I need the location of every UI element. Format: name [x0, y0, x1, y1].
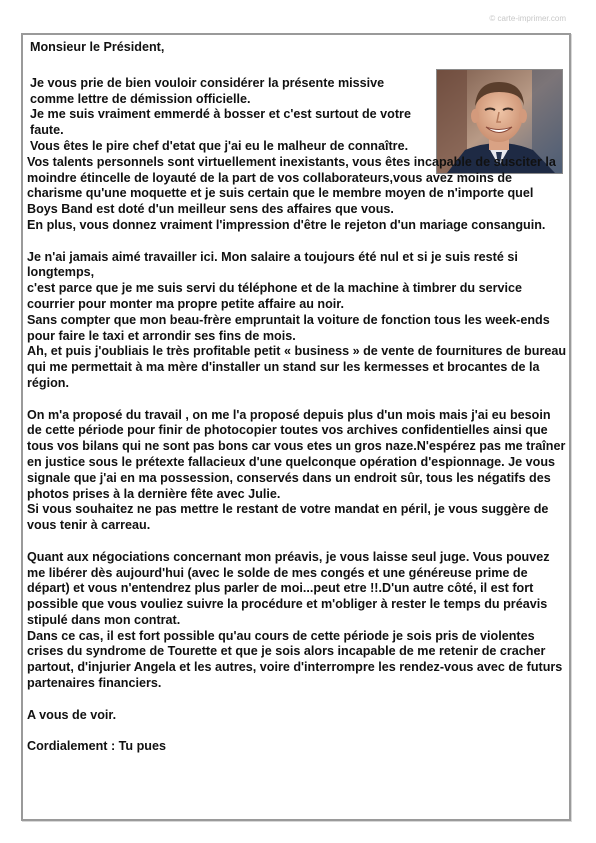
paragraph-line: Si vous souhaitez ne pas mettre le restant de votre mandat en péril, je vous suggère de vous tenir à carreau.	[27, 502, 549, 533]
paragraph-line: Sans compter que mon beau-frère empruntait la voiture de fonction tous les week-ends pour faire le taxi et arrondir ses fins de mois.	[27, 312, 550, 343]
letter-body	[27, 40, 567, 755]
paragraph-line: Vos talents personnels sont virtuellement inexistants, vous êtes incapable de susciter la moindre étincelle de loyauté de la part de vos collaborateurs,vous avez moins de charisme qu'une moquette et je suis certain que le membre moyen de n'importe quel Boys Band est doté d'un meilleur sens des affaires que vous.	[27, 154, 556, 217]
paragraph-line: En plus, vous donnez vraiment l'impression d'être le rejeton d'un mariage consanguin.	[27, 217, 546, 232]
intro-line: Vous êtes le pire chef d'etat que j'ai eu le malheur de connaître.	[30, 138, 409, 153]
watermark: © carte-imprimer.com	[489, 14, 566, 23]
paragraph-line: On m'a proposé du travail , on me l'a proposé depuis plus d'un mois mais j'ai eu besoin de cette période pour finir de photocopier toutes vos archives confidentielles ainsi que tous vos bilans qui ne sont pas bons car vous etes un gros naze.N'espérez pas me traîner en justice sous le prétexte fallacieux d'une quelconque opération d'espionnage. Je vous signale que j'ai en ma possession, conservés dans un endroit sûr, tous les négatifs des photos prises à la dernière fête avec Julie.	[27, 407, 566, 501]
paragraph-line: Ah, et puis j'oubliais le très profitable petit « business » de vente de fournitures de bureau qui me permettait à ma mère d'installer un stand sur les kermesses et brocantes de la région.	[27, 344, 567, 390]
salutation: Monsieur le Président,	[30, 40, 165, 54]
paragraph-line: c'est parce que je me suis servi du téléphone et de la machine à timbrer du service courrier pour monter ma propre petite affaire au noir.	[27, 281, 523, 311]
paragraph-line: Je n'ai jamais aimé travailler ici. Mon salaire a toujours été nul et si je suis resté si longtemps,	[27, 249, 518, 280]
paragraph-line: Quant aux négociations concernant mon préavis, je vous laisse seul juge. Vous pouvez me libérer dès aujourd'hui (avec le solde de mes congés et une généreuse prime de départ) et vous n'entendrez plus parler de moi...peut etre !!.D'un autre côté, il est fort possible que vous vouliez suivre la procédure et m'obliger à rester le temps du préavis stipulé dans mon contrat.	[27, 549, 550, 627]
intro-line: Je me suis vraiment emmerdé à bosser et c'est surtout de votre faute.	[30, 107, 411, 138]
signature: Cordialement : Tu pues	[27, 739, 167, 754]
intro-line: Je vous prie de bien vouloir considérer la présente missive comme lettre de démission officielle.	[30, 75, 385, 106]
closing-line: A vous de voir.	[27, 707, 117, 722]
paragraph-line: Dans ce cas, il est fort possible qu'au cours de cette période je sois pris de violentes crises du syndrome de Tourette et que je sois alors incapable de me retenir de cracher partout, d'injurier Angela et les autres, voire d'interrompre les rendez-vous avec de futurs partenaires financiers.	[27, 628, 563, 691]
